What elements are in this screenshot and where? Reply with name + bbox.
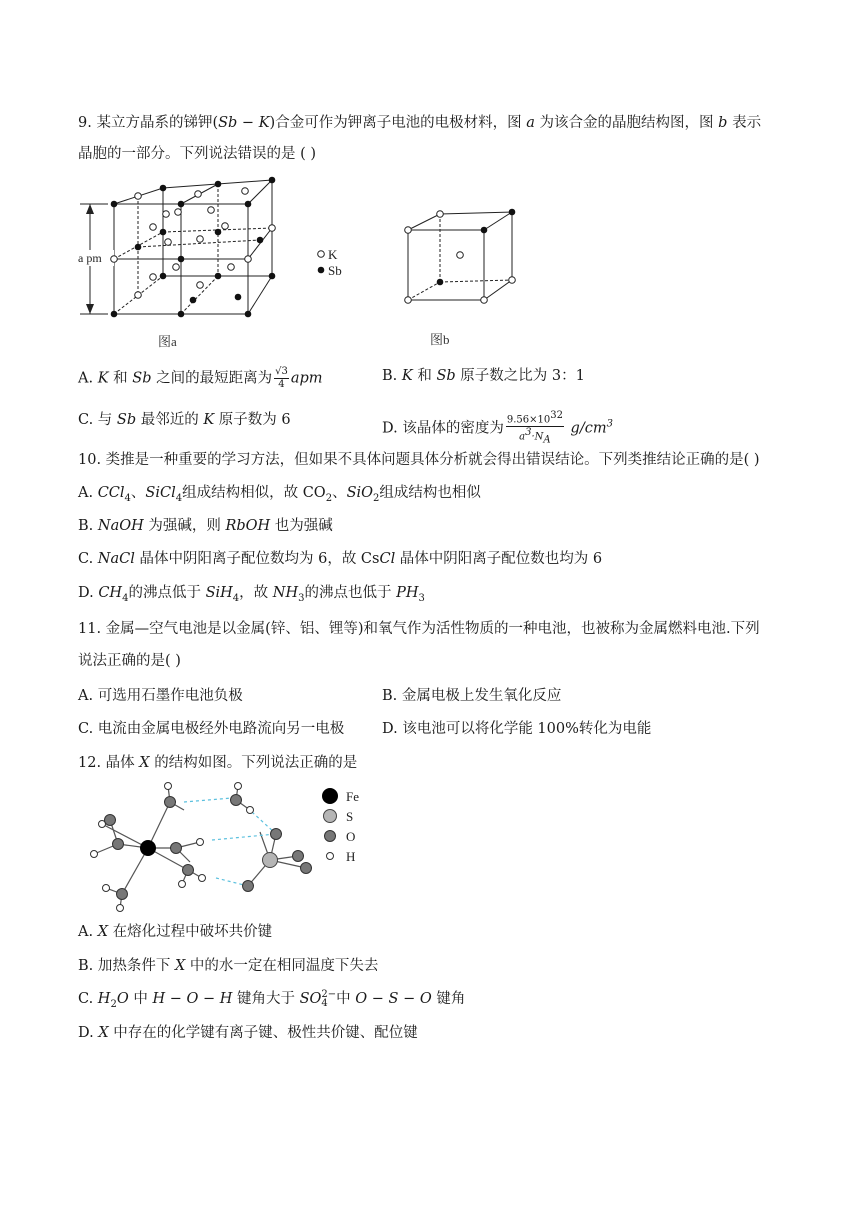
q9-stem-line1 [78, 113, 761, 133]
text: 在熔化过程中破坏共价键 [108, 924, 273, 940]
var: b [718, 115, 728, 131]
den-a: a [519, 431, 526, 443]
q9-option-b[interactable] [382, 366, 585, 386]
text: 9. 某立方晶系的锑钾( [78, 115, 219, 131]
text: 组成结构也相似 [379, 485, 481, 501]
num-base: 9.56×10 [506, 414, 551, 426]
sub: 4 [321, 998, 328, 1009]
formula: NH [272, 585, 299, 601]
q12-structure-figure [82, 782, 372, 912]
text: B. [382, 368, 402, 384]
q10-option-b[interactable] [78, 516, 333, 536]
q10-option-d[interactable] [78, 583, 425, 609]
sub: 4 [122, 592, 129, 604]
frac-num: √3 [275, 366, 288, 377]
text: 中 [128, 991, 153, 1007]
fraction [274, 366, 289, 391]
q10-option-a[interactable] [78, 483, 481, 509]
text: 组成结构相似，故 CO [182, 485, 326, 501]
var: X [174, 958, 186, 974]
var: K [401, 368, 413, 384]
sub: 2 [373, 492, 380, 504]
text: 晶体中阴阳离子配位数也均为 6 [395, 551, 603, 567]
sub: 3 [418, 592, 425, 604]
text: 为该合金的晶胞结构图，图 [534, 115, 719, 131]
q9-option-c[interactable] [78, 410, 291, 430]
formula: SiO [346, 485, 374, 501]
q11-stem-line2: 说法正确的是( ) [78, 653, 181, 669]
q9-option-a[interactable] [78, 366, 323, 391]
text: 之间的最短距离为 [151, 370, 273, 387]
sub: 3 [298, 592, 305, 604]
caption-a: 图a [158, 334, 177, 349]
formula: SiCl [145, 485, 176, 501]
q11-option-d[interactable]: D. 该电池可以将化学能 100%转化为电能 [382, 721, 652, 737]
formula: O − S − O [355, 991, 432, 1007]
legend-h: H [346, 849, 356, 864]
den-exp: 3 [525, 427, 532, 439]
formula: RbOH [225, 518, 271, 534]
var: Sb [132, 370, 152, 387]
sub: 2 [325, 492, 333, 504]
unit-exp: 3 [606, 418, 613, 430]
text: A. [78, 485, 98, 501]
q11-stem-line1: 11. 金属—空气电池是以金属(锌、铝、锂等)和氧气作为活性物质的一种电池，也被称为金属燃料电池.下列 [78, 621, 760, 637]
text: C. [78, 991, 98, 1007]
text: A. [78, 370, 98, 387]
text: 中 [336, 991, 356, 1007]
sub: 4 [175, 492, 183, 504]
text: 的沸点低于 [128, 585, 206, 601]
text: 键角大于 [232, 991, 300, 1007]
text: 晶体中阴阳离子配位数均为 6，故 Cs [134, 551, 380, 567]
text: )合金可作为钾离子电池的电极材料，图 [269, 115, 527, 131]
q11-option-a[interactable]: A. 可选用石墨作电池负极 [78, 688, 243, 704]
formula: CCl [97, 485, 125, 501]
text: 表示 [727, 115, 762, 131]
formula: Cl [379, 551, 396, 567]
sub: 4 [124, 492, 131, 504]
text: 的结构如图。下列说法正确的是 [149, 755, 358, 771]
text: 也为强碱 [270, 518, 333, 534]
var: a [526, 115, 535, 131]
q10-option-c[interactable] [78, 549, 602, 569]
text: B. [78, 518, 98, 534]
var: X [139, 755, 150, 771]
edge-label: a pm [78, 251, 102, 265]
text: B. 加热条件下 [78, 958, 175, 974]
legend-o: O [346, 829, 356, 844]
text: D. [78, 585, 99, 601]
text: 中存在的化学键有离子键、极性共价键、配位键 [108, 1025, 418, 1041]
ion-scripts [321, 990, 336, 1008]
q12-option-d[interactable] [78, 1023, 418, 1043]
formula: NaOH [97, 518, 144, 534]
text: 为强碱，则 [143, 518, 226, 534]
q9-figure-b [400, 204, 520, 346]
text: A. [78, 924, 98, 940]
text: 和 [108, 370, 133, 387]
var: K [97, 370, 109, 387]
q11-option-c[interactable]: C. 电流由金属电极经外电路流向另一电极 [78, 721, 345, 737]
q9-option-d[interactable] [382, 410, 613, 447]
formula: O [116, 991, 129, 1007]
var: X [98, 1025, 109, 1041]
charge: 2− [321, 989, 337, 1000]
text: 12. 晶体 [78, 755, 140, 771]
q9-stem-line2: 晶胞的一部分。下列说法错误的是 ( ) [78, 146, 317, 162]
legend-fe: Fe [346, 789, 359, 804]
text: 原子数为 6 [214, 412, 291, 428]
fraction [506, 410, 564, 447]
q12-option-b[interactable] [78, 956, 378, 976]
q10-stem: 10. 类推是一种重要的学习方法，但如果不具体问题具体分析就会得出错误结论。下列类推结论正确的是( ) [78, 452, 760, 468]
text: 键角 [431, 991, 466, 1007]
unit: g/cm [570, 420, 607, 437]
frac-den: 4 [278, 379, 285, 390]
sub: 2 [110, 998, 117, 1010]
q9-legend [314, 244, 354, 280]
formula: H − O − H [152, 991, 233, 1007]
formula: Sb − K [218, 115, 270, 131]
frac-num [506, 410, 564, 427]
text: 、 [130, 485, 146, 501]
var: Sb [436, 368, 456, 384]
text: C. [78, 551, 98, 567]
text: ，故 [239, 585, 273, 601]
var: K [203, 412, 215, 428]
den-n: ·N [531, 431, 544, 443]
frac-den [506, 427, 564, 446]
formula: CH [98, 585, 123, 601]
legend-sb: Sb [328, 263, 342, 278]
q11-option-b[interactable]: B. 金属电极上发生氧化反应 [382, 688, 562, 704]
text: 最邻近的 [136, 412, 204, 428]
unit: apm [290, 370, 323, 387]
formula: PH [396, 585, 419, 601]
formula: NaCl [97, 551, 135, 567]
sub: 4 [232, 592, 240, 604]
text: 的沸点也低于 [304, 585, 397, 601]
legend-s: S [346, 809, 354, 824]
legend-k: K [328, 247, 338, 262]
text: D. 该晶体的密度为 [382, 420, 504, 437]
formula: SiH [205, 585, 233, 601]
text: 中的水一定在相同温度下失去 [185, 958, 379, 974]
q12-option-a[interactable] [78, 922, 272, 942]
formula: SO [299, 991, 322, 1007]
var: Sb [116, 412, 137, 428]
den-sub: A [543, 434, 551, 446]
q12-option-c[interactable] [78, 989, 465, 1015]
q9-figure-a [78, 172, 288, 350]
text: 和 [412, 368, 437, 384]
text: 原子数之比为 3：1 [455, 368, 585, 384]
text: C. 与 [78, 412, 117, 428]
formula: H [97, 991, 111, 1007]
num-exp: 32 [550, 410, 563, 421]
q12-stem [78, 753, 357, 773]
text: 、 [332, 485, 347, 501]
var: X [97, 924, 109, 940]
caption-b: 图b [430, 332, 450, 346]
text: D. [78, 1025, 99, 1041]
